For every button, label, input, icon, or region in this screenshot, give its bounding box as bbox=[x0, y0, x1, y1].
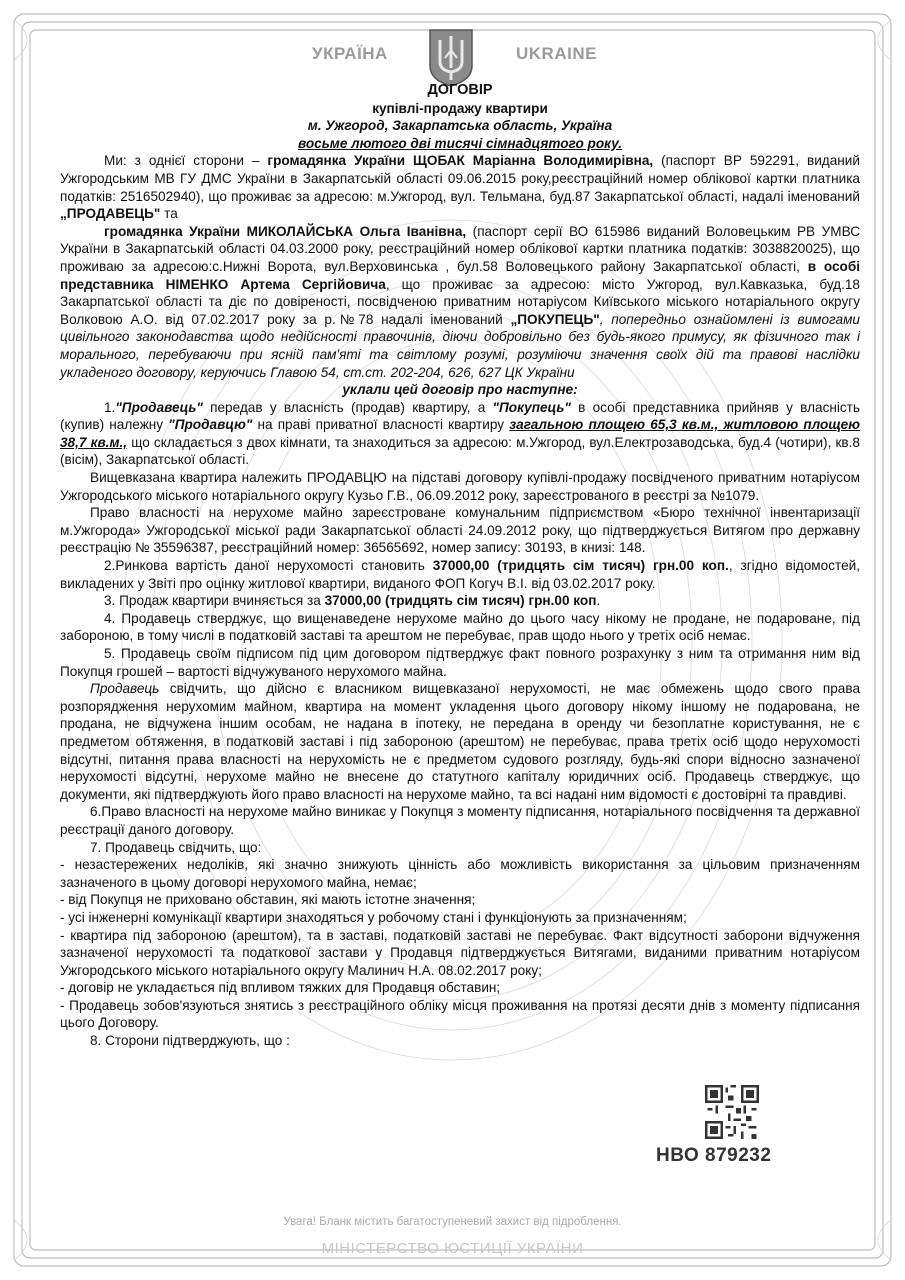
text-span: , що проживає за адресою: місто Ужгород, вул.Кавказька, буд.18 Закарпатської області та діє по довіреності, посвідченою приватним нотаріусом Київського міського нотаріального округу Волковою А.О. від 07.02.2017 року за р.№78 надалі іменований bbox=[60, 276, 860, 327]
trident-emblem-icon bbox=[428, 28, 474, 88]
agreement-heading: уклали цей договір про наступне: bbox=[342, 382, 578, 398]
clause-5-statement bbox=[60, 680, 860, 803]
sale-price: 37000,00 (тридцять сім тисяч) грн.00 коп bbox=[324, 593, 597, 609]
text-span: 1. bbox=[104, 399, 116, 415]
text-span: що складається з двох кімнати, та знаходиться за адресою: м.Ужгород, вул.Електрозаводська, буд.4 (чотири), кв.8 (вісім), Закарпатської області. bbox=[60, 434, 860, 468]
security-warning: Увага! Бланк містить багатоступеневий захист від підроблення. bbox=[283, 1216, 622, 1228]
buyer-name: громадянка України МИКОЛАЙСЬКА Ольга Іванівна, bbox=[104, 223, 467, 239]
clause-7-item: - договір не укладається під впливом тяжких для Продавця обставин; bbox=[60, 980, 501, 996]
clause-7-item: - усі інженерні комунікації квартири знаходяться у робочому стані і функціонують за призначенням; bbox=[60, 909, 687, 925]
buyer-role: „ПОКУПЕЦЬ" bbox=[510, 311, 600, 327]
form-serial-number: НВО 879232 bbox=[656, 1145, 772, 1166]
clause-3 bbox=[60, 592, 860, 610]
market-value: 37000,00 (тридцять сім тисяч) грн.00 коп. bbox=[432, 558, 729, 574]
apartment-area: загальною площею 65,3 кв.м., житловою площею 38,7 кв.м., bbox=[60, 417, 860, 450]
clause-7-item: - квартира під забороною (арештом), та в заставі, податковій заставі не перебуває. Факт відсутності заборони відчуження зазначеної нерухомості та податкової застави у Продавця підтверджується Витягами, виданими приватним нотаріусом Ужгородського міського нотаріального округу Малинич Н.А. 08.02.2017 року; bbox=[60, 927, 860, 978]
qr-code-icon bbox=[705, 1085, 759, 1139]
representative-name: в особі представника НІМЕНКО Артема Сергійовича bbox=[60, 258, 861, 292]
document-date: восьме лютого дві тисячі сімнадцятого року. bbox=[297, 135, 623, 151]
clause-8: 8. Сторони підтверджують, що : bbox=[90, 1033, 290, 1049]
text-span: та bbox=[160, 206, 178, 222]
clause-7-item: - Продавець зобов'язуються знятись з реєстраційного обліку місця проживання на протязі десяти днів з моменту підписання цього Договору. bbox=[60, 997, 860, 1031]
seller-role: „ПРОДАВЕЦЬ" bbox=[60, 206, 161, 222]
buyer-paragraph bbox=[60, 223, 860, 381]
document-title: ДОГОВІР bbox=[427, 82, 493, 98]
text-span: свідчить, що дійсно є власником вищевказаної нерухомості, не має обмежень щодо свого права розпорядження нерухомим майном, квартира на момент укладення цього договору нікому іншому не подарована, не продана, не відчужена іншим особам, не надана в іпотеку, не передана в оренду чи безоплатне користування, не є предметом обтяження, в податковій заставі і під забороною (арештом) не перебуває, права третіх осіб щодо нерухомості відсутні, питання права власності на нерухомість не є предметом судового розгляду, будь-які спори відносно зазначеної нерухомості відсутні, нерухоме майно не внесене до статутного капіталу юридичних осіб. Продавець стверджує, що документи, які підтверджують його право власності на нерухоме майно, та всі надані ним відомості є достовірні та правдиві. bbox=[60, 681, 860, 802]
text-span: Ми: з однієї сторони – bbox=[104, 153, 268, 169]
text-span: (паспорт серії ВО 615986 виданий Воловецьким РВ УМВС України в Закарпатській області 04.03.2000 року, реєстраційний номер облікової картки платника податків: 3038820025), що проживаю за адресою:с.Нижні Ворота, вул.Верховинська , бул.58 Воловецького району Закарпатської області, bbox=[60, 223, 861, 274]
clause-6: 6.Право власності на нерухоме майно виникає у Покупця з моменту підписання, нотаріального посвідчення та державної реєстрації даного договору. bbox=[60, 804, 860, 837]
contract-document bbox=[60, 82, 860, 1050]
clause-1-registration: Право власності на нерухоме майно зареєстроване комунальним підприємством «Бюро технічної інвентаризації м.Ужгорода» Ужгородської міської ради Закарпатської області 24.09.2012 року, що підтверджується Витягом про державну реєстрацію № 35596387, реєстраційний номер: 36565692, номер запису: 30193, в книзі: 148. bbox=[60, 505, 860, 556]
header-word-ukraine-ua: УКРАЇНА bbox=[312, 44, 388, 63]
text-span: , згідно відомостей, викладених у Звіті про оцінку житлової квартири, виданого ФОП Когуч В.І. від 03.02.2017 року. bbox=[60, 558, 860, 591]
clause-7-item: - незастережених недоліків, які значно знижують цінність або можливість використання за цільовим призначенням зазначеного в цьому договорі нерухомого майна, немає; bbox=[60, 857, 860, 890]
clause-5: 5. Продавець своїм підписом під цим договором підтверджує факт повного розрахунку з ним та отримання ним від Покупця грошей – вартості відчужуваного нерухомого майна. bbox=[60, 646, 860, 679]
clause-1 bbox=[60, 399, 860, 469]
text-span: на праві приватної власності квартиру bbox=[252, 417, 510, 433]
text-span: в особі представника прийняв у власність (купив) належну bbox=[60, 399, 860, 433]
text-span: "Продавець" bbox=[115, 399, 203, 415]
text-span: 3. Продаж квартири вчиняється за bbox=[104, 593, 325, 609]
text-span: 2.Ринкова вартість даної нерухомості становить bbox=[104, 558, 433, 574]
seller-paragraph bbox=[60, 152, 860, 222]
clause-2 bbox=[60, 557, 860, 592]
clause-7: 7. Продавець свідчить, що: bbox=[90, 839, 262, 855]
text-span: "Продавцю" bbox=[168, 417, 253, 433]
clause-7-item: - від Покупця не приховано обставин, які мають істотне значення; bbox=[60, 892, 476, 908]
clause-4: 4. Продавець стверджує, що вищенаведене нерухоме майно до цього часу нікому не продане, не подароване, під забороною, в тому числі в податковій заставі та арештом не перебуває, прав щодо нього у третіх осіб немає. bbox=[60, 610, 860, 644]
document-place: м. Ужгород, Закарпатська область, Україна bbox=[307, 118, 613, 134]
document-subtitle: купівлі-продажу квартири bbox=[372, 100, 548, 116]
seller-name: громадянка України ЩОБАК Маріанна Володимирівна, bbox=[267, 153, 654, 169]
clause-1-ownership: Вищевказана квартира належить ПРОДАВЦЮ на підставі договору купівлі-продажу посвідченого приватним нотаріусом Ужгородського міського нотаріального округу Кузьо Г.В., 06.09.2012 року, зареєстрованого в реєстрі за №1079. bbox=[60, 470, 860, 503]
header-word-ukraine-en: UKRAINE bbox=[516, 44, 597, 63]
text-span: передав у власність (продав) квартиру, а bbox=[202, 399, 493, 415]
ministry-label: МІНІСТЕРСТВО ЮСТИЦІЇ УКРАЇНИ bbox=[321, 1240, 584, 1257]
text-span: (паспорт ВР 592291, виданий Ужгородським МВ ГУ ДМС України в Закарпатській області 09.06.2015 року,реєстраційний номер облікової картки платника податків: 2516502940), що проживає за адресою: м.Ужгород, вул. Тельмана, буд.87 Закарпатської області, надалі іменований bbox=[60, 153, 860, 204]
text-span: Продавець bbox=[90, 681, 160, 697]
text-span: "Покупець" bbox=[492, 399, 571, 415]
text-span: . bbox=[596, 593, 601, 609]
text-span: , попередньо ознайомлені із вимогами цивільного законодавства щодо недійсності правочинів, діючи добровільно без будь-якого примусу, як фізичного так і морального, перебуваючи при ясній пам'яті та світлому розумі, розуміючи значення своїх дій та правові наслідки укладеного договору, керуючись Главою 54, ст.ст. 202-204, 626, 627 ЦК України bbox=[60, 311, 860, 380]
